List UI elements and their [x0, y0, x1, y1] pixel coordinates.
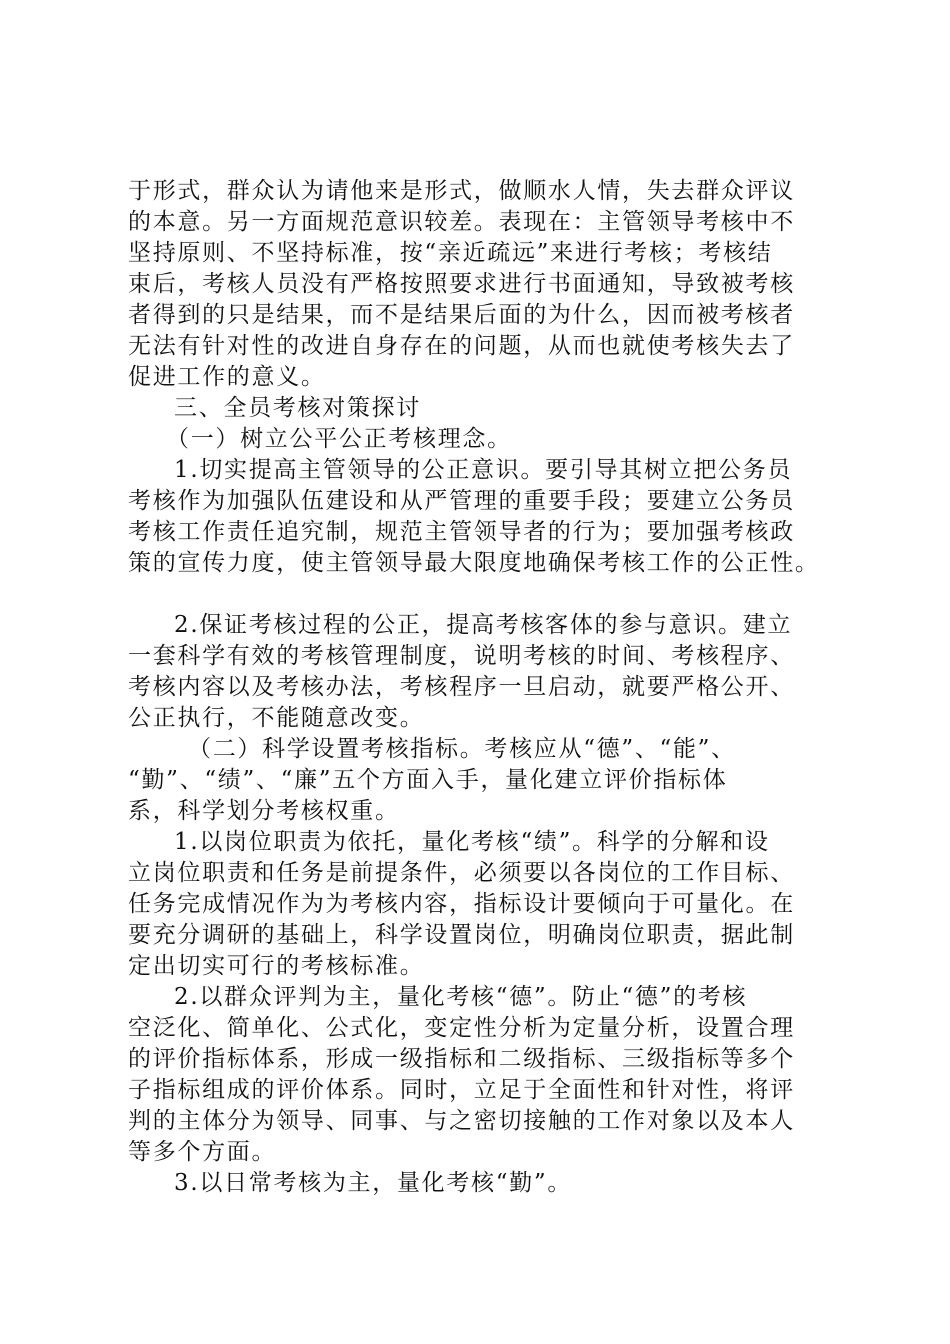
- text-line: 空泛化、简单化、公式化，变定性分析为定量分析，设置合理: [128, 1015, 795, 1041]
- text-line: 子指标组成的评价体系。同时，立足于全面性和针对性，将评: [128, 1077, 795, 1103]
- text-line: 的评价指标体系，形成一级指标和二级指标、三级指标等多个: [128, 1046, 795, 1072]
- text-line: 束后，考核人员没有严格按照要求进行书面通知，导致被考核: [128, 271, 795, 297]
- text-line: 任务完成情况作为为考核内容，指标设计要倾向于可量化。在: [128, 891, 795, 917]
- text-line: 的本意。另一方面规范意识较差。表现在：主管领导考核中不: [128, 209, 795, 235]
- text-line: 判的主体分为领导、同事、与之密切接触的工作对象以及本人: [128, 1108, 795, 1134]
- text-line: 考核内容以及考核办法，考核程序一旦启动，就要严格公开、: [128, 674, 795, 700]
- subsection-heading: （一）树立公平公正考核理念。: [166, 426, 512, 452]
- text-line: 考核作为加强队伍建设和从严管理的重要手段；要建立公务员: [128, 488, 795, 514]
- text-line: 者得到的只是结果，而不是结果后面的为什么，因而被考核者: [128, 302, 795, 328]
- text-line: 于形式，群众认为请他来是形式，做顺水人情，失去群众评议: [128, 178, 795, 204]
- text-line: 要充分调研的基础上，科学设置岗位，明确岗位职责，据此制: [128, 922, 795, 948]
- text-line: 公正执行，不能随意改变。: [128, 705, 425, 731]
- text-line: 1.切实提高主管领导的公正意识。要引导其树立把公务员: [174, 457, 793, 483]
- text-line: “勤”、“绩”、“廉”五个方面入手，量化建立评价指标体: [128, 767, 728, 793]
- text-line: 考核工作责任追究制，规范主管领导者的行为；要加强考核政: [128, 519, 795, 545]
- section-heading: 三、全员考核对策探讨: [174, 395, 421, 421]
- text-line: 策的宣传力度，使主管领导最大限度地确保考核工作的公正性。: [128, 550, 820, 576]
- text-line: 坚持原则、不坚持标准，按“亲近疏远”来进行考核；考核结: [128, 240, 773, 266]
- text-line: 促进工作的意义。: [128, 364, 326, 390]
- text-line: 1.以岗位职责为依托，量化考核“绩”。科学的分解和设: [174, 829, 770, 855]
- text-line: 2.保证考核过程的公正，提高考核客体的参与意识。建立: [174, 612, 793, 638]
- document-body: [128, 176, 842, 1199]
- text-line: 系，科学划分考核权重。: [128, 798, 400, 824]
- text-line: 等多个方面。: [128, 1139, 277, 1165]
- text-line: 立岗位职责和任务是前提条件，必须要以各岗位的工作目标、: [128, 860, 795, 886]
- text-line: 3.以日常考核为主，量化考核“勤”。: [174, 1170, 573, 1196]
- blank-line: [128, 579, 842, 610]
- text-line: 无法有针对性的改进自身存在的问题，从而也就使考核失去了: [128, 333, 795, 359]
- text-line: 定出切实可行的考核标准。: [128, 953, 425, 979]
- text-line: 一套科学有效的考核管理制度，说明考核的时间、考核程序、: [128, 643, 795, 669]
- text-line: 2.以群众评判为主，量化考核“德”。防止“德”的考核: [174, 984, 748, 1010]
- subsection-heading: （二）科学设置考核指标。考核应从“德”、“能”、: [188, 736, 736, 762]
